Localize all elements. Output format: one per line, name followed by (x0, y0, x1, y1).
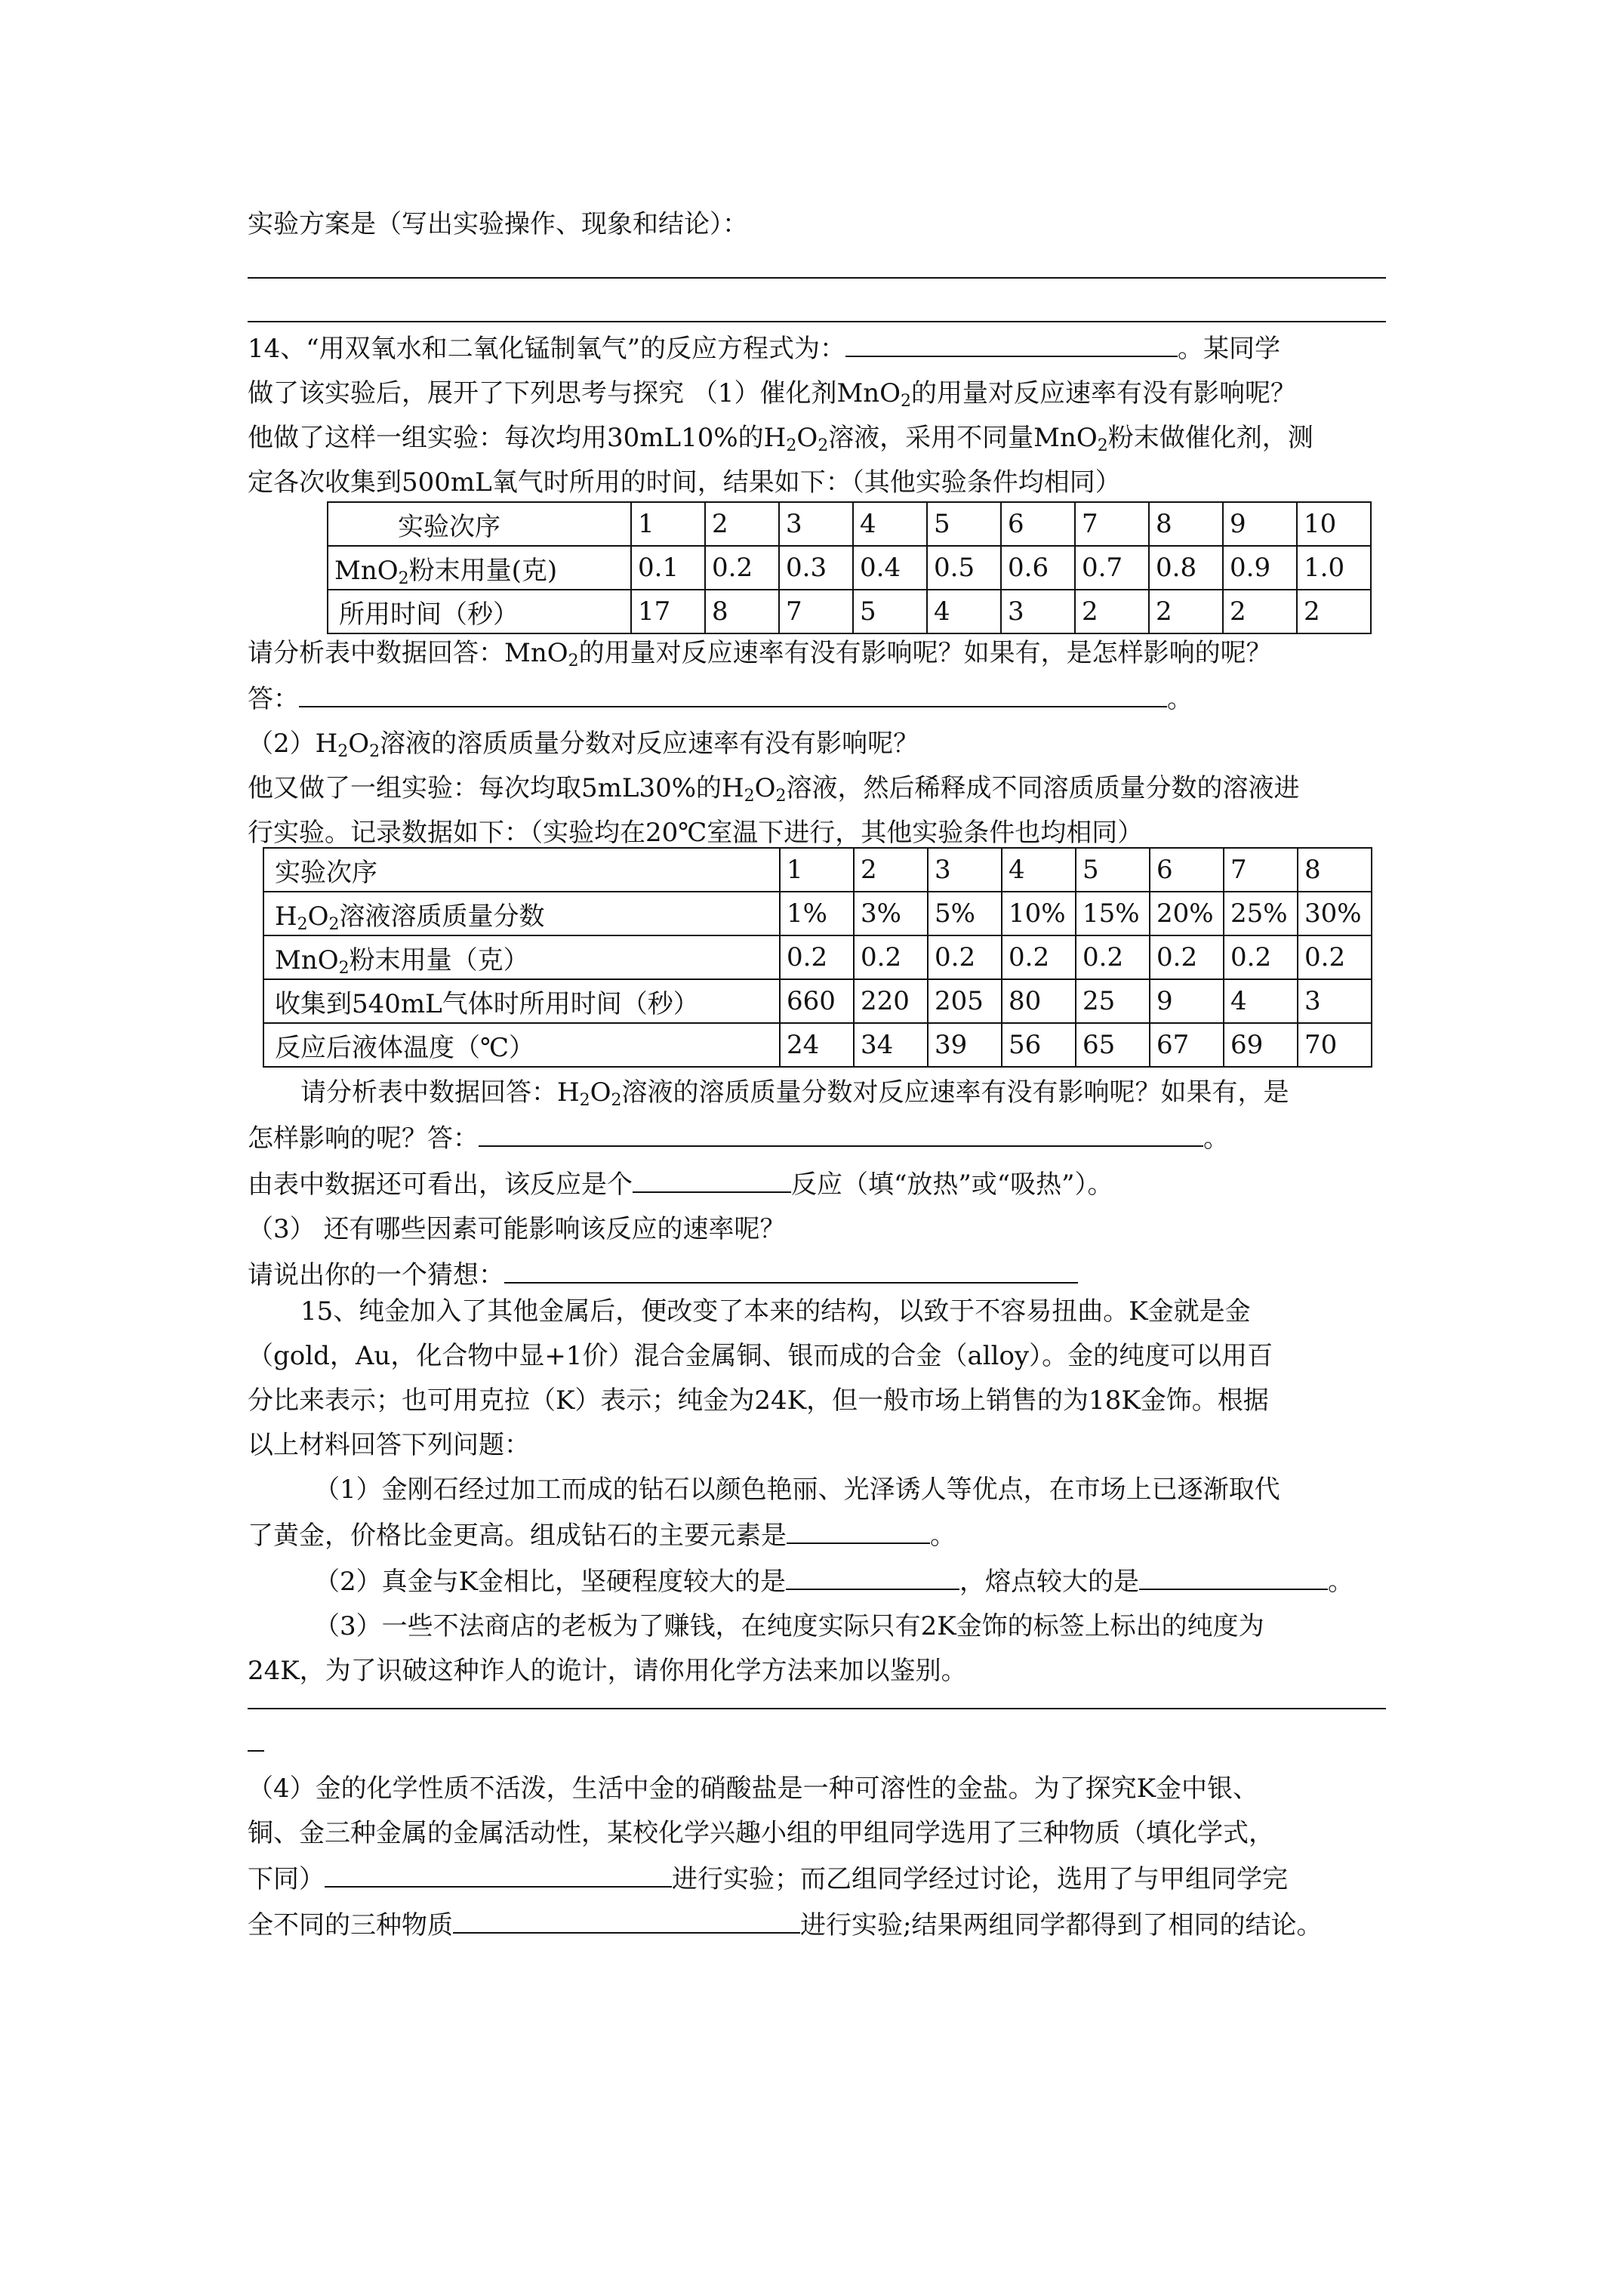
table-row: 实验次序 1 2 3 4 5 6 7 8 9 10 (328, 502, 1371, 546)
answer-line (248, 321, 1386, 322)
table-row: 收集到540mL气体时所用时间（秒） 660 220 205 80 25 9 4 3 (263, 979, 1372, 1023)
element-blank[interactable] (787, 1512, 930, 1544)
question-14-part2-answer: 请分析表中数据回答：$H_2O_2$溶液的溶质质量分数对反应速率有没有影响呢？如果有，是 怎样影响的呢？答： 。 由表中数据还可看出，该反应是个 反应（填“放热”或“吸热”）。 （3） 还有哪些因素可能影响该反应的速率呢？ 请说出你的一个猜想： (248, 1077, 1289, 1290)
table-row: MnO$_2$粉末用量（克） 0.2 0.2 0.2 0.2 0.2 0.2 0.2 0.2 (263, 935, 1372, 979)
question-15: 15、纯金加入了其他金属后，便改变了本来的结构，以致于不容易扭曲。K金就是金 （gold，Au，化合物中显+1价）混合金属铜、银而成的合金（alloy）。金的纯度可以用百 分比来表示；也可用克拉（K）表示；纯金为24K，但一般市场上销售的为18K金饰。根据 以上材料回答下列问题： （1）金刚石经过加工而成的钻石以颜色艳丽、光泽诱人等优点，在市场上已逐渐取代 了黄金，价格比金更高。组成钻石的主要元素是 。 （2）真金与K金相比，坚硬程度较大的是 ，熔点较大的是 。 （3）一些不法商店的老板为了赚钱，在纯度实际只有2K金饰的标签上标出的纯度为 24K，为了识破这种诈人的诡计，请你用化学方法来加以鉴别。 (248, 1296, 1354, 1686)
melting-point-blank[interactable] (1139, 1558, 1328, 1590)
answer-blank[interactable] (479, 1115, 1203, 1147)
question-15-part4: （4）金的化学性质不活泼，生活中金的硝酸盐是一种可溶性的金盐。为了探究K金中银、 铜、金三种金属的金属活动性，某校化学兴趣小组的甲组同学选用了三种物质（填化学式， 下同） 进行实验；而乙组同学经过讨论，选用了与甲组同学完 全不同的三种物质 进行实验;结果两组同学都得到了相同的结论。 (248, 1774, 1323, 1940)
group-b-substances-blank[interactable] (453, 1902, 800, 1934)
answer-line-stub (248, 1750, 264, 1752)
table-row: $H_2O_2$溶液溶质质量分数 1% 3% 5% 10% 15% 20% 25% 30% (263, 892, 1372, 935)
hardness-blank[interactable] (786, 1558, 959, 1590)
table-row: 实验次序 1 2 3 4 5 6 7 8 (263, 848, 1372, 892)
table-row: 反应后液体温度（℃） 24 34 39 56 65 67 69 70 (263, 1023, 1372, 1067)
equation-blank[interactable] (845, 325, 1178, 357)
heat-blank[interactable] (633, 1161, 791, 1193)
table-row: 所用时间（秒） 17 8 7 5 4 3 2 2 2 2 (328, 590, 1371, 633)
intro-text: 实验方案是（写出实验操作、现象和结论）： (248, 209, 748, 239)
answer-line (248, 1708, 1386, 1709)
data-table-2 (263, 847, 1372, 1068)
question-14-part1-answer: 请分析表中数据回答：MnO$_2$的用量对反应速率有没有影响呢？如果有，是怎样影响的呢？ 答： 。 $(2)H_2O_2$溶液的溶质质量分数对反应速率有没有影响呢？ 他又做了一组实验：每次均取5mL30%的$H_2O_2$溶液，然后稀释成不同溶质质量分数的溶液进 行实验。记录数据如下：（实验均在20℃室温下进行，其他实验条件也均相同） (248, 638, 1300, 848)
answer-line (248, 277, 1386, 279)
table-row: MnO$_2$粉末用量(克) 0.1 0.2 0.3 0.4 0.5 0.6 0.7 0.8 0.9 1.0 (328, 546, 1371, 590)
group-a-substances-blank[interactable] (325, 1856, 672, 1888)
answer-blank[interactable] (299, 676, 1167, 707)
guess-blank[interactable] (504, 1252, 1078, 1284)
question-14: 14、“用双氧水和二氧化锰制氧气”的反应方程式为： 。某同学 做了该实验后，展开了下列思考与探究 （1）催化剂MnO$_2$的用量对反应速率有没有影响呢？ 他做了这样一组实验：每次均用30mL10%的$H_2O_2$溶液，采用不同量MnO$_2$粉末做催化剂，测 定各次收集到500mL氧气时所用的时间，结果如下：（其他实验条件均相同） (248, 325, 1395, 505)
data-table-1 (327, 501, 1372, 634)
